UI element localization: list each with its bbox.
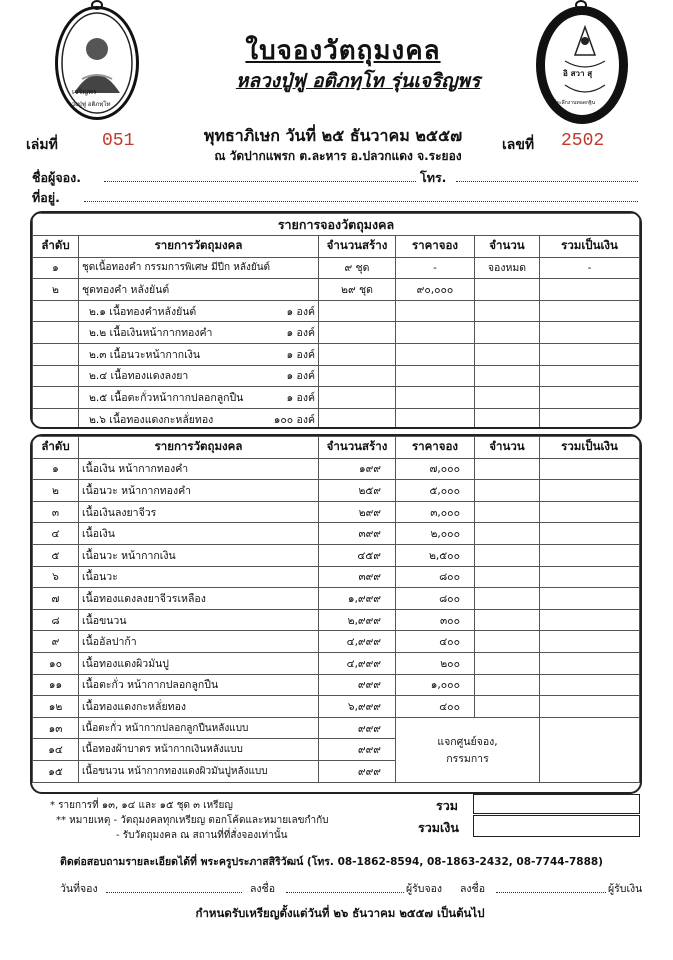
gift-total-cell bbox=[540, 717, 640, 782]
row-item: เนื้ออัลปาก้า bbox=[79, 631, 319, 653]
qty-input[interactable] bbox=[475, 674, 540, 696]
medal-loop bbox=[91, 0, 103, 10]
total-input[interactable] bbox=[540, 544, 640, 566]
row-no: ๑ bbox=[33, 458, 79, 480]
col-qty: จำนวน bbox=[475, 236, 540, 258]
form-subtitle: หลวงปู่ฟู อติภทฺโท รุ่นเจริญพร bbox=[235, 70, 481, 92]
subrow-item bbox=[79, 387, 319, 409]
total-input[interactable] bbox=[540, 387, 640, 409]
subrow-count: ๑ องค์ bbox=[286, 348, 315, 361]
row-price: ๘๐๐ bbox=[396, 588, 475, 610]
qty-input[interactable] bbox=[475, 343, 540, 365]
note-1: * รายการที่ ๑๓, ๑๔ และ ๑๕ ชุด ๓ เหรียญ bbox=[50, 800, 233, 811]
phone-field[interactable] bbox=[456, 168, 638, 182]
row-item: เนื้อนวะ bbox=[79, 566, 319, 588]
row-made: ๔,๙๙๙ bbox=[319, 652, 396, 674]
subrow-label: ๒.๒ เนื้อเงินหน้ากากทองคำ bbox=[89, 327, 213, 340]
table-row bbox=[33, 501, 640, 523]
table-row bbox=[33, 257, 640, 279]
row-made: ๓๙๙ bbox=[319, 523, 396, 545]
row-item: เนื้อเงินลงยาจีวร bbox=[79, 501, 319, 523]
subrow-item bbox=[79, 365, 319, 387]
table-subrow bbox=[33, 322, 640, 344]
subrow-label: ๒.๖ เนื้อทองแดงกะหลั่ยทอง bbox=[89, 413, 214, 426]
row-no: ๓ bbox=[33, 501, 79, 523]
row-no: ๑๔ bbox=[33, 739, 79, 761]
row-no: ๑๐ bbox=[33, 652, 79, 674]
total-input[interactable] bbox=[540, 408, 640, 429]
row-price: ๒,๐๐๐ bbox=[396, 523, 475, 545]
receiver-sign-field[interactable] bbox=[496, 880, 606, 893]
receiver-label: ผู้รับเงิน bbox=[608, 883, 643, 895]
sum-box[interactable] bbox=[473, 794, 640, 814]
col-item: รายการวัตถุมงคล bbox=[79, 437, 319, 459]
sum-label: รวม bbox=[436, 798, 458, 813]
total-input[interactable] bbox=[540, 696, 640, 718]
total-box[interactable] bbox=[473, 815, 640, 837]
subrow-count: ๑๐๐ องค์ bbox=[273, 413, 315, 426]
sign-label-1: ลงชื่อ bbox=[250, 883, 275, 895]
row-item: เนื้อทองผ้าบาตร หน้ากากเงินหลังแบบ bbox=[79, 739, 319, 761]
qty-input[interactable] bbox=[475, 300, 540, 322]
booking-table-1 bbox=[30, 211, 642, 429]
ceremony-line: พุทธาภิเษก วันที่ ๒๕ ธันวาคม ๒๕๕๗ bbox=[203, 126, 463, 145]
total-label: รวมเงิน bbox=[418, 820, 459, 835]
row-price: ๓,๐๐๐ bbox=[396, 501, 475, 523]
total-input[interactable] bbox=[540, 300, 640, 322]
qty-input[interactable] bbox=[475, 544, 540, 566]
row-price: ๗,๐๐๐ bbox=[396, 458, 475, 480]
qty-input[interactable] bbox=[475, 480, 540, 502]
row-no: ๙ bbox=[33, 631, 79, 653]
qty-input[interactable] bbox=[475, 566, 540, 588]
subrow-item bbox=[79, 322, 319, 344]
date-field[interactable] bbox=[106, 880, 242, 893]
total-input[interactable] bbox=[540, 365, 640, 387]
table-header-row bbox=[33, 437, 640, 459]
qty-input[interactable] bbox=[475, 279, 540, 301]
total-input[interactable] bbox=[540, 501, 640, 523]
row-no: ๒ bbox=[33, 279, 79, 301]
row-no: ๑๕ bbox=[33, 760, 79, 782]
table-row bbox=[33, 696, 640, 718]
row-no: ๑ bbox=[33, 257, 79, 279]
qty-input[interactable] bbox=[475, 387, 540, 409]
total-input[interactable] bbox=[540, 674, 640, 696]
row-price: ๙๐,๐๐๐ bbox=[396, 279, 475, 301]
row-made: ๖,๙๙๙ bbox=[319, 696, 396, 718]
subrow-count: ๑ องค์ bbox=[286, 391, 315, 404]
table-subrow bbox=[33, 408, 640, 429]
qty-input[interactable] bbox=[475, 631, 540, 653]
location-line: ณ วัดปากแพรก ต.ละหาร อ.ปลวกแดง จ.ระยอง bbox=[214, 149, 462, 163]
row-no: ๖ bbox=[33, 566, 79, 588]
row-made: ๓๙๙ bbox=[319, 566, 396, 588]
qty-input[interactable] bbox=[475, 458, 540, 480]
subrow-label: ๒.๑ เนื้อทองคำหลังยันต์ bbox=[89, 305, 197, 318]
row-made: ๔,๙๙๙ bbox=[319, 631, 396, 653]
row-total: - bbox=[540, 257, 640, 279]
row-no: ๗ bbox=[33, 588, 79, 610]
right-medal-bottom: ที่ระลึกงานทอดกฐิน bbox=[553, 100, 596, 106]
row-price: ๓๐๐ bbox=[396, 609, 475, 631]
col-no: ลำดับ bbox=[33, 437, 79, 459]
sign-label-2: ลงชื่อ bbox=[460, 883, 485, 895]
row-made: ๙ ชุด bbox=[319, 257, 396, 279]
note-2: ** หมายเหตุ - วัตถุมงคลทุกเหรียญ ตอกโค้ดและหมายเลขกำกับ bbox=[56, 815, 329, 826]
right-medal-text: อิ สวา สุ bbox=[563, 69, 593, 78]
col-total: รวมเป็นเงิน bbox=[540, 236, 640, 258]
row-price: ๒,๕๐๐ bbox=[396, 544, 475, 566]
table-row bbox=[33, 480, 640, 502]
row-item: ชุดทองคำ หลังยันต์ bbox=[79, 279, 319, 301]
table-row bbox=[33, 566, 640, 588]
table-row bbox=[33, 717, 640, 739]
col-total: รวมเป็นเงิน bbox=[540, 437, 640, 459]
phone-label: โทร. bbox=[420, 170, 447, 185]
subrow-count: ๑ องค์ bbox=[286, 370, 315, 383]
row-item: เนื้อนวะ หน้ากากเงิน bbox=[79, 544, 319, 566]
doc-label: เลขที่ bbox=[502, 137, 535, 153]
row-price: ๕,๐๐๐ bbox=[396, 480, 475, 502]
right-medal-loop bbox=[575, 0, 587, 10]
note-3: - รับวัตถุมงคล ณ สถานที่ที่สั่งจองเท่านั้น bbox=[116, 830, 288, 841]
row-item: เนื้อตะกั่ว หน้ากากปลอกลูกปืนหลังแบบ bbox=[79, 717, 319, 739]
row-item: เนื้อตะกั่ว หน้ากากปลอกลูกปืน bbox=[79, 674, 319, 696]
name-field[interactable] bbox=[104, 168, 416, 182]
table-header-row bbox=[33, 236, 640, 258]
row-price: - bbox=[396, 257, 475, 279]
qty-input[interactable] bbox=[475, 696, 540, 718]
contact-line: ติดต่อสอบถามรายละเอียดได้ที่ พระครูประภาสสิริวัฒน์ (โทร. 08-1862-8594, 08-1863-2432, 08-7744-7888) bbox=[60, 856, 603, 868]
col-no: ลำดับ bbox=[33, 236, 79, 258]
table-row bbox=[33, 279, 640, 301]
col-qty: จำนวน bbox=[475, 437, 540, 459]
right-medal bbox=[536, 6, 628, 124]
gift-note-2: กรรมการ bbox=[446, 752, 489, 765]
row-price: ๒๐๐ bbox=[396, 652, 475, 674]
row-item: เนื้อทองแดงผิวมันปู bbox=[79, 652, 319, 674]
table-subrow bbox=[33, 343, 640, 365]
table-subrow bbox=[33, 300, 640, 322]
row-made: ๙๙๙ bbox=[319, 739, 396, 761]
left-medal-text: เจริญพร bbox=[72, 88, 97, 96]
table1-caption: รายการจองวัตถุมงคล bbox=[33, 214, 640, 236]
book-number: 051 bbox=[102, 131, 135, 151]
row-item: เนื้อเงิน หน้ากากทองคำ bbox=[79, 458, 319, 480]
address-field[interactable] bbox=[84, 188, 638, 202]
row-item: เนื้อขนวน หน้ากากทองแดงผิวมันปูหลังแบบ bbox=[79, 760, 319, 782]
name-label: ชื่อผู้จอง. bbox=[32, 170, 81, 185]
row-made: ๙๙๙ bbox=[319, 760, 396, 782]
gift-note-1: แจกศูนย์จอง, bbox=[437, 735, 498, 748]
row-item: เนื้อทองแดงกะหลั่ยทอง bbox=[79, 696, 319, 718]
subrow-item bbox=[79, 343, 319, 365]
row-made: ๑๙๙ bbox=[319, 458, 396, 480]
subrow-label: ๒.๓ เนื้อนวะหน้ากากเงิน bbox=[89, 348, 201, 361]
total-input[interactable] bbox=[540, 322, 640, 344]
row-price: ๔๐๐ bbox=[396, 631, 475, 653]
row-made: ๒,๙๙๙ bbox=[319, 609, 396, 631]
subrow-item bbox=[79, 300, 319, 322]
total-input[interactable] bbox=[540, 631, 640, 653]
row-no: ๔ bbox=[33, 523, 79, 545]
row-item: ชุดเนื้อทองคำ กรรมการพิเศษ มีปีก หลังยันต์ bbox=[79, 257, 319, 279]
row-no: ๘ bbox=[33, 609, 79, 631]
booker-sign-field[interactable] bbox=[286, 880, 404, 893]
subrow-label: ๒.๔ เนื้อทองแดงลงยา bbox=[89, 370, 189, 383]
row-item: เนื้อทองแดงลงยาจีวรเหลือง bbox=[79, 588, 319, 610]
deadline-line: กำหนดรับเหรียญตั้งแต่วันที่ ๒๖ ธันวาคม ๒๕๕๗ เป็นต้นไป bbox=[195, 906, 485, 920]
form-title: ใบจองวัตถุมงคล bbox=[245, 36, 441, 66]
row-no: ๑๑ bbox=[33, 674, 79, 696]
row-no: ๑๒ bbox=[33, 696, 79, 718]
qty-input[interactable] bbox=[475, 523, 540, 545]
total-input[interactable] bbox=[540, 566, 640, 588]
row-no: ๒ bbox=[33, 480, 79, 502]
row-made: ๔๕๙ bbox=[319, 544, 396, 566]
doc-number: 2502 bbox=[561, 131, 605, 151]
booker-label: ผู้รับจอง bbox=[406, 883, 443, 895]
table-row bbox=[33, 609, 640, 631]
table-row bbox=[33, 523, 640, 545]
qty-input[interactable] bbox=[475, 652, 540, 674]
qty-input[interactable] bbox=[475, 365, 540, 387]
table-row bbox=[33, 588, 640, 610]
col-item: รายการวัตถุมงคล bbox=[79, 236, 319, 258]
row-qty: จองหมด bbox=[475, 257, 540, 279]
row-made: ๒๙ ชุด bbox=[319, 279, 396, 301]
row-made: ๒๙๙ bbox=[319, 501, 396, 523]
col-price: ราคาจอง bbox=[396, 437, 475, 459]
row-made: ๑,๙๙๙ bbox=[319, 588, 396, 610]
total-input[interactable] bbox=[540, 523, 640, 545]
table-subrow bbox=[33, 387, 640, 409]
table-row bbox=[33, 544, 640, 566]
table-row bbox=[33, 458, 640, 480]
qty-input[interactable] bbox=[475, 408, 540, 429]
subrow-label: ๒.๕ เนื้อตะกั่วหน้ากากปลอกลูกปืน bbox=[89, 391, 244, 404]
row-price: ๑,๐๐๐ bbox=[396, 674, 475, 696]
total-input[interactable] bbox=[540, 480, 640, 502]
booking-table-2 bbox=[30, 434, 642, 794]
left-medal bbox=[55, 6, 139, 120]
row-made: ๙๙๙ bbox=[319, 674, 396, 696]
total-input[interactable] bbox=[540, 609, 640, 631]
qty-input[interactable] bbox=[475, 322, 540, 344]
col-price: ราคาจอง bbox=[396, 236, 475, 258]
row-no: ๑๓ bbox=[33, 717, 79, 739]
total-input[interactable] bbox=[540, 279, 640, 301]
left-medal-name: หลวงปู่ฟู อติภทฺโท bbox=[64, 101, 111, 108]
row-made: ๙๙๙ bbox=[319, 717, 396, 739]
table-subrow bbox=[33, 365, 640, 387]
row-item: เนื้อนวะ หน้ากากทองคำ bbox=[79, 480, 319, 502]
table-row bbox=[33, 631, 640, 653]
qty-input[interactable] bbox=[475, 501, 540, 523]
row-price: ๘๐๐ bbox=[396, 566, 475, 588]
total-input[interactable] bbox=[540, 458, 640, 480]
qty-input[interactable] bbox=[475, 609, 540, 631]
gift-note-cell bbox=[396, 717, 540, 782]
total-input[interactable] bbox=[540, 652, 640, 674]
date-label: วันที่จอง bbox=[60, 883, 98, 895]
subrow-count: ๑ องค์ bbox=[286, 327, 315, 340]
total-input[interactable] bbox=[540, 588, 640, 610]
row-no: ๕ bbox=[33, 544, 79, 566]
subrow-item bbox=[79, 408, 319, 429]
qty-input[interactable] bbox=[475, 588, 540, 610]
row-price: ๔๐๐ bbox=[396, 696, 475, 718]
table-row bbox=[33, 674, 640, 696]
row-item: เนื้อขนวน bbox=[79, 609, 319, 631]
row-item: เนื้อเงิน bbox=[79, 523, 319, 545]
col-made: จำนวนสร้าง bbox=[319, 236, 396, 258]
address-label: ที่อยู่. bbox=[32, 190, 60, 205]
total-input[interactable] bbox=[540, 343, 640, 365]
table-row bbox=[33, 652, 640, 674]
book-label: เล่มที่ bbox=[26, 137, 58, 153]
row-made: ๒๕๙ bbox=[319, 480, 396, 502]
subrow-count: ๑ องค์ bbox=[286, 305, 315, 318]
col-made: จำนวนสร้าง bbox=[319, 437, 396, 459]
